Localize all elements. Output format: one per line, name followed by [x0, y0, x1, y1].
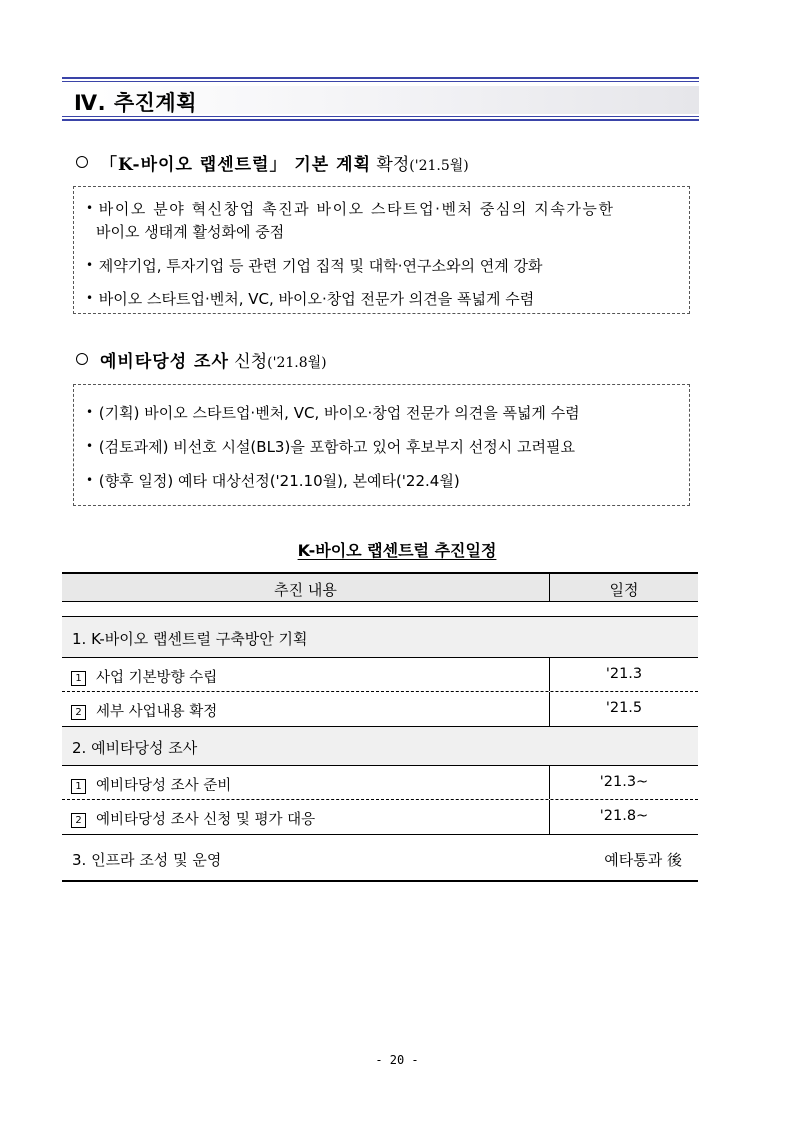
header-rule-bottom — [62, 116, 699, 123]
plan1-bullet-1: • 바이오 분야 혁신창업 촉진과 바이오 스타트업·벤처 중심의 지속가능한 — [86, 200, 615, 218]
plan2-bullet-3: • (향후 일정) 예타 대상선정('21.10월), 본예타('22.4월) — [86, 472, 460, 490]
number-box-icon: 2 — [71, 813, 86, 828]
plan2-bullet-2: • (검토과제) 비선호 시설(BL3)을 포함하고 있어 후보부지 선정시 고려필요 — [86, 438, 575, 456]
bullet-icon: • — [86, 201, 94, 215]
table-group-row: 2. 예비타당성 조사 — [62, 726, 698, 766]
circle-icon — [76, 353, 88, 365]
page-number: - 20 - — [375, 1053, 419, 1067]
bullet-icon: • — [86, 439, 94, 453]
table-group-row: 3. 인프라 조성 및 운영 예타통과 後 — [62, 834, 698, 882]
circle-icon — [76, 156, 88, 168]
plan2-heading-date: ('21.8월) — [267, 355, 327, 371]
header-content: 추진 내용 — [274, 581, 337, 599]
plan1-box — [73, 186, 690, 314]
table-row: 1 사업 기본방향 수립 '21.3 — [62, 658, 698, 692]
bullet-icon: • — [86, 258, 94, 272]
number-box-icon: 2 — [71, 705, 86, 720]
table-title: K-바이오 랩센트럴 추진일정 — [297, 541, 497, 560]
plan2-bullet-1: • (기획) 바이오 스타트업·벤처, VC, 바이오·창업 전문가 의견을 폭넓게 수렴 — [86, 404, 580, 422]
plan2-heading — [76, 347, 327, 372]
plan2-heading-norm: 신청 — [234, 352, 268, 372]
plan2-box — [73, 384, 690, 506]
plan1-heading-bold: 「K-바이오 랩센트럴」 기본 계획 — [100, 155, 371, 175]
table-row: 2 예비타당성 조사 신청 및 평가 대응 '21.8~ — [62, 800, 698, 834]
plan2-heading-bold: 예비타당성 조사 — [100, 352, 229, 372]
header-rule-top — [62, 77, 699, 84]
bullet-icon: • — [86, 291, 94, 305]
table-row: 2 세부 사업내용 확정 '21.5 — [62, 692, 698, 726]
table-header-row — [62, 572, 698, 602]
bullet-icon: • — [86, 405, 94, 419]
number-box-icon: 1 — [71, 779, 86, 794]
plan1-heading-norm: 확정 — [376, 155, 410, 175]
group-schedule: 예타통과 後 — [604, 851, 682, 869]
table-gap — [62, 602, 698, 616]
plan1-bullet-1-cont: 바이오 생태계 활성화에 중점 — [96, 223, 285, 241]
bullet-icon: • — [86, 473, 94, 487]
plan1-bullet-2: • 제약기업, 투자기업 등 관련 기업 집적 및 대학·연구소와의 연계 강화 — [86, 257, 543, 275]
number-box-icon: 1 — [71, 671, 86, 686]
table-row: 1 예비타당성 조사 준비 '21.3~ — [62, 766, 698, 800]
table-group-row: 1. K-바이오 랩센트럴 구축방안 기획 — [62, 616, 698, 658]
header-schedule: 일정 — [609, 581, 639, 599]
plan1-heading — [76, 150, 469, 175]
plan1-heading-date: ('21.5월) — [409, 158, 469, 174]
plan1-bullet-3: • 바이오 스타트업·벤처, VC, 바이오·창업 전문가 의견을 폭넓게 수렴 — [86, 290, 535, 308]
section-title: Ⅳ. 추진계획 — [74, 91, 198, 115]
